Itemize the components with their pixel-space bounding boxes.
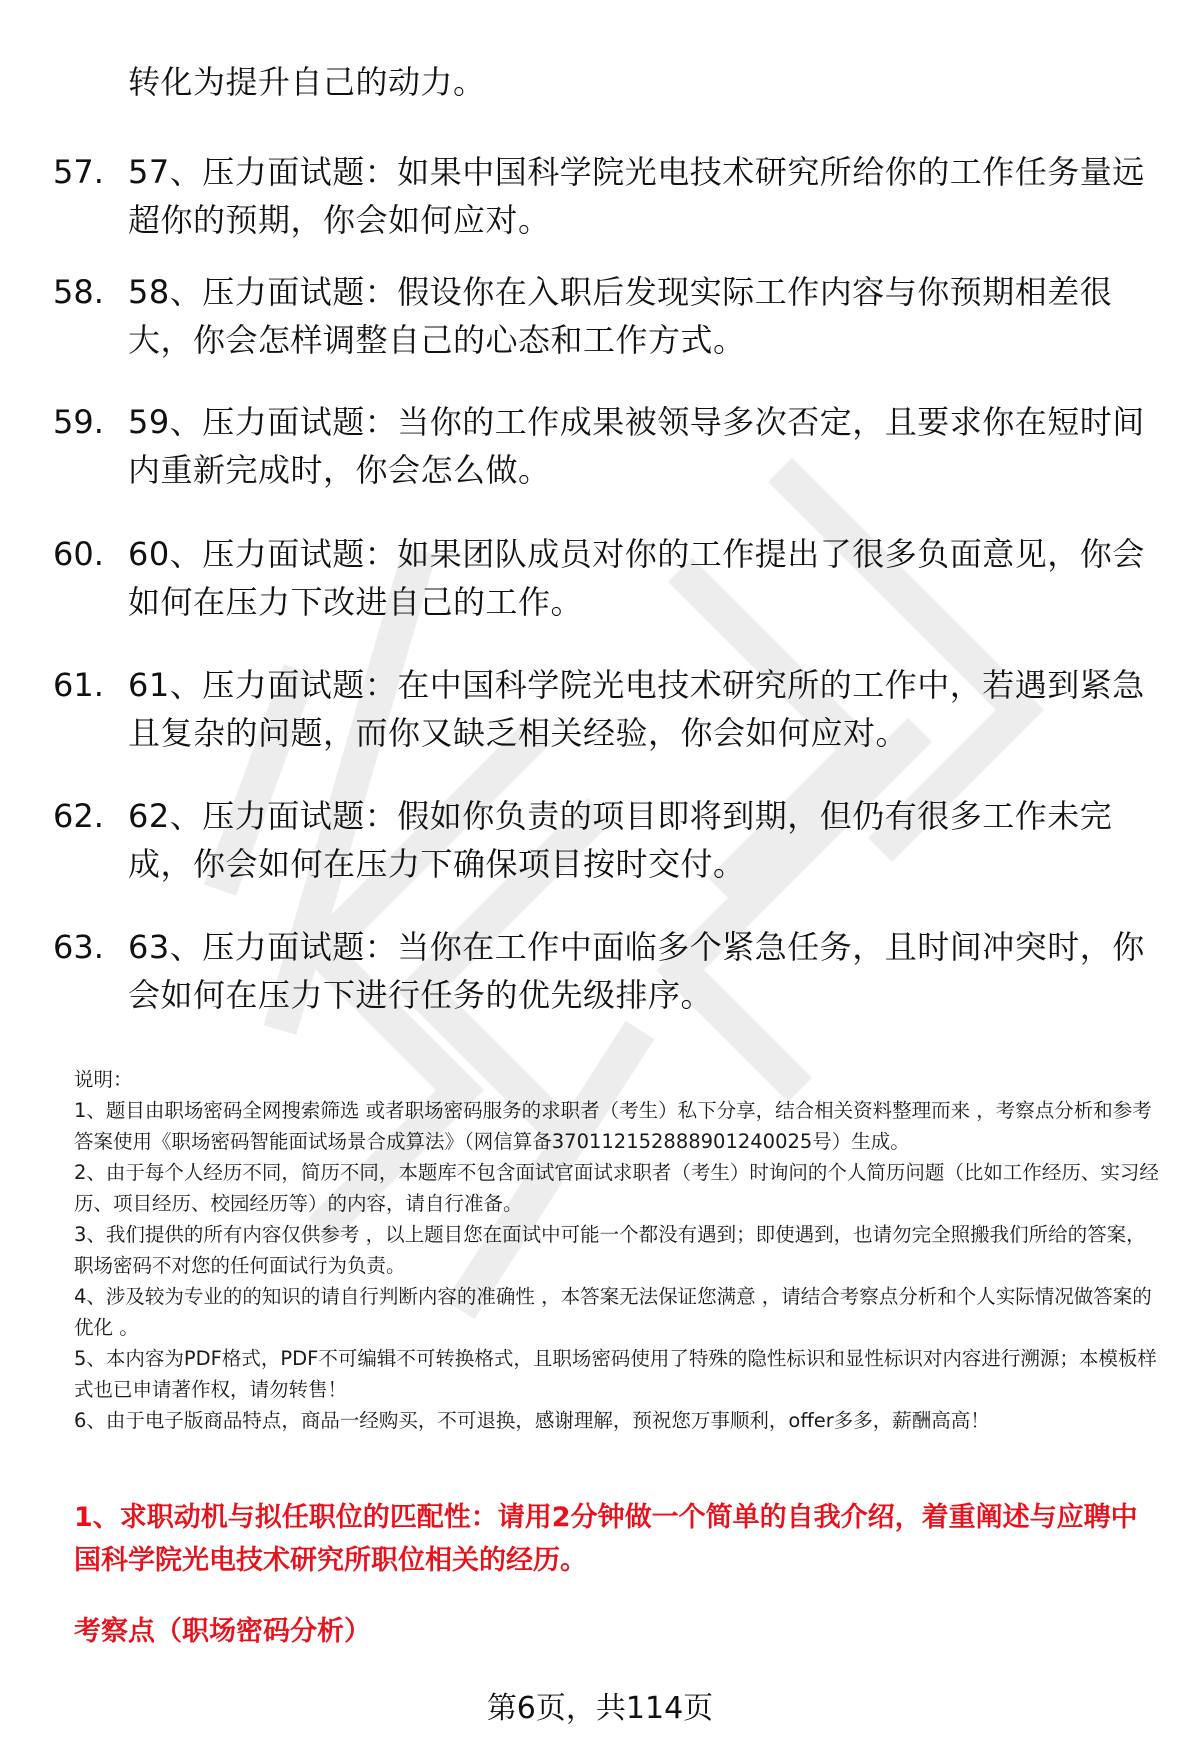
note-item: 2、由于每个人经历不同，简历不同，本题库不包含面试官面试求职者（考生）时询问的个人简历问题（比如工作经历、实习经历、项目经历、校园经历等）的内容，请自行准备。 <box>74 1161 1159 1215</box>
question-text: 61、压力面试题：在中国科学院光电技术研究所的工作中，若遇到紧急且复杂的问题，而你又缺乏相关经验，你会如何应对。 <box>128 666 1145 752</box>
section-subheading: 考察点（职场密码分析） <box>74 1616 371 1647</box>
question-number: 59. <box>53 403 104 441</box>
question-text: 58、压力面试题：假设你在入职后发现实际工作内容与你预期相差很大，你会怎样调整自己的心态和工作方式。 <box>128 273 1113 359</box>
note-item: 1、题目由职场密码全网搜索筛选 或者职场密码服务的求职者（考生）私下分享，结合相关资料整理而来 ，考察点分析和参考答案使用《职场密码智能面试场景合成算法》（网信算备370112152888901240025号）生成。 <box>74 1099 1152 1153</box>
question-text: 59、压力面试题：当你的工作成果被领导多次否定，且要求你在短时间内重新完成时，你会怎么做。 <box>128 403 1145 489</box>
note-item: 3、我们提供的所有内容仅供参考 ，以上题目您在面试中可能一个都没有遇到；即使遇到，也请勿完全照搬我们所给的答案，职场密码不对您的任何面试行为负责。 <box>74 1223 1146 1277</box>
question-number: 63. <box>53 928 104 966</box>
question-number: 61. <box>53 666 104 704</box>
question-text: 63、压力面试题：当你在工作中面临多个紧急任务，且时间冲突时，你会如何在压力下进行任务的优先级排序。 <box>128 928 1145 1014</box>
question-number: 62. <box>53 797 104 835</box>
section-heading: 1、求职动机与拟任职位的匹配性：请用2分钟做一个简单的自我介绍，着重阐述与应聘中国科学院光电技术研究所职位相关的经历。 <box>74 1502 1138 1576</box>
question-number: 58. <box>53 273 104 311</box>
previous-question-continuation: 转化为提升自己的动力。 <box>128 63 486 101</box>
disclaimer-notes <box>74 1064 1164 1436</box>
note-item: 5、本内容为PDF格式，PDF不可编辑不可转换格式，且职场密码使用了特殊的隐性标识和显性标识对内容进行溯源；本模板样式也已申请著作权，请勿转售！ <box>74 1347 1157 1401</box>
question-text: 62、压力面试题：假如你负责的项目即将到期，但仍有很多工作未完成，你会如何在压力下确保项目按时交付。 <box>128 797 1113 883</box>
question-number: 60. <box>53 535 104 573</box>
page-number-footer: 第6页，共114页 <box>486 1691 714 1726</box>
notes-title: 说明： <box>74 1068 133 1091</box>
question-number: 57. <box>53 153 104 191</box>
note-item: 4、涉及较为专业的的知识的请自行判断内容的准确性 ，本答案无法保证您满意 ，请结合考察点分析和个人实际情况做答案的优化 。 <box>74 1285 1152 1339</box>
question-text: 60、压力面试题：如果团队成员对你的工作提出了很多负面意见，你会如何在压力下改进自己的工作。 <box>128 535 1145 621</box>
note-item: 6、由于电子版商品特点，商品一经购买，不可退换，感谢理解，预祝您万事顺利，offer多多，薪酬高高！ <box>74 1409 990 1432</box>
question-text: 57、压力面试题：如果中国科学院光电技术研究所给你的工作任务量远超你的预期，你会如何应对。 <box>128 153 1145 239</box>
